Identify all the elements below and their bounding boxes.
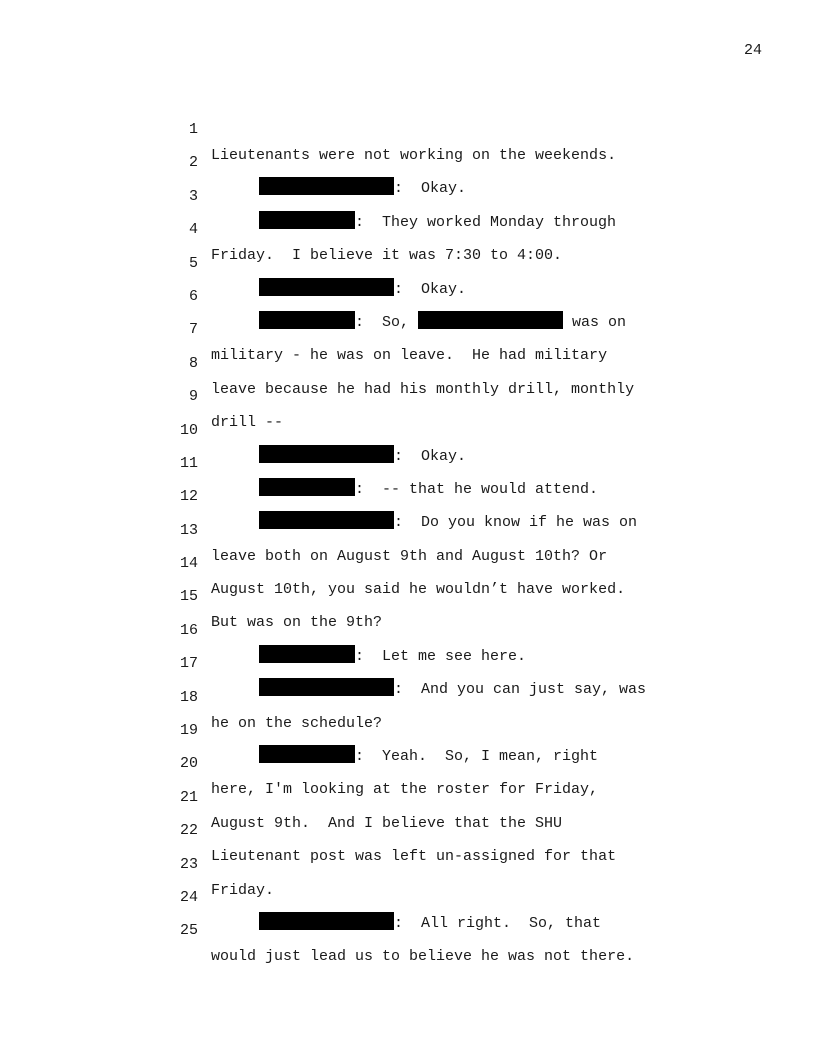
line-number: 25: [179, 922, 198, 940]
line-number: 6: [188, 287, 198, 305]
line-text: Lieutenants were not working on the weekends.: [211, 147, 617, 164]
line-number: 5: [188, 254, 198, 272]
line-text: Lieutenant post was left un-assigned for that: [211, 848, 617, 866]
line-number: 16: [179, 621, 198, 639]
line-text: leave both on August 9th and August 10th? Or: [211, 547, 608, 565]
line-number: 13: [179, 521, 198, 539]
line-text: he on the schedule?: [211, 714, 383, 732]
transcript-line: [170, 325, 730, 398]
line-number: 9: [188, 388, 198, 406]
line-number: 17: [179, 655, 198, 673]
line-text: But was on the 9th?: [211, 614, 383, 632]
line-text: August 9th. And I believe that the SHU: [211, 814, 563, 832]
line-number: 18: [179, 688, 198, 706]
transcript-line: [170, 158, 730, 231]
line-text: : Okay.: [394, 280, 467, 298]
line-text: military - he was on leave. He had military: [211, 347, 608, 365]
line-number: 14: [179, 555, 198, 573]
transcript-line: [170, 225, 730, 298]
line-text: drill --: [211, 414, 284, 432]
line-text: leave because he had his monthly drill, monthly: [211, 380, 635, 398]
line-text: : So,: [355, 313, 419, 331]
line-text: : Yeah. So, I mean, right: [355, 748, 599, 766]
transcript-line: [170, 892, 730, 966]
line-number: 3: [188, 187, 198, 205]
line-number: 24: [179, 888, 198, 906]
line-text: Friday. I believe it was 7:30 to 4:00.: [211, 247, 563, 265]
line-text: : -- that he would attend.: [355, 480, 599, 498]
transcript-line: [170, 191, 730, 265]
line-number: 19: [179, 722, 198, 740]
line-text: Friday.: [211, 881, 275, 899]
line-number: 12: [179, 488, 198, 506]
transcript-line: [170, 124, 730, 198]
line-text: : They worked Monday through: [355, 213, 617, 231]
line-number: 22: [179, 822, 198, 840]
line-text: here, I'm looking at the roster for Friday,: [211, 781, 599, 799]
line-number: 20: [179, 755, 198, 773]
line-number: 7: [188, 321, 198, 339]
line-number: 11: [179, 454, 198, 472]
line-number: 8: [188, 354, 198, 372]
line-number: 10: [179, 421, 198, 439]
line-number: 23: [179, 855, 198, 873]
line-number: 1: [188, 121, 198, 138]
line-text: August 10th, you said he wouldn’t have worked.: [211, 581, 626, 599]
line-text: : Okay.: [394, 447, 467, 465]
line-number: 21: [179, 788, 198, 806]
line-number: 4: [188, 221, 198, 239]
transcript-line: [170, 258, 730, 331]
line-text: : All right. So, that: [394, 914, 602, 932]
line-text: : Let me see here.: [355, 647, 527, 665]
line-text: : Do you know if he was on: [394, 514, 638, 532]
line-text: : Okay.: [394, 180, 467, 198]
line-number: 15: [179, 588, 198, 606]
transcript-body: [170, 91, 730, 966]
line-text: : And you can just say, was: [394, 681, 647, 699]
line-number: 2: [188, 154, 198, 172]
transcript-line: [170, 91, 730, 164]
transcript-line: [170, 291, 730, 365]
line-text: was on: [563, 313, 627, 331]
page-number: 24: [743, 42, 762, 59]
line-text: would just lead us to believe he was not there.: [211, 948, 635, 966]
